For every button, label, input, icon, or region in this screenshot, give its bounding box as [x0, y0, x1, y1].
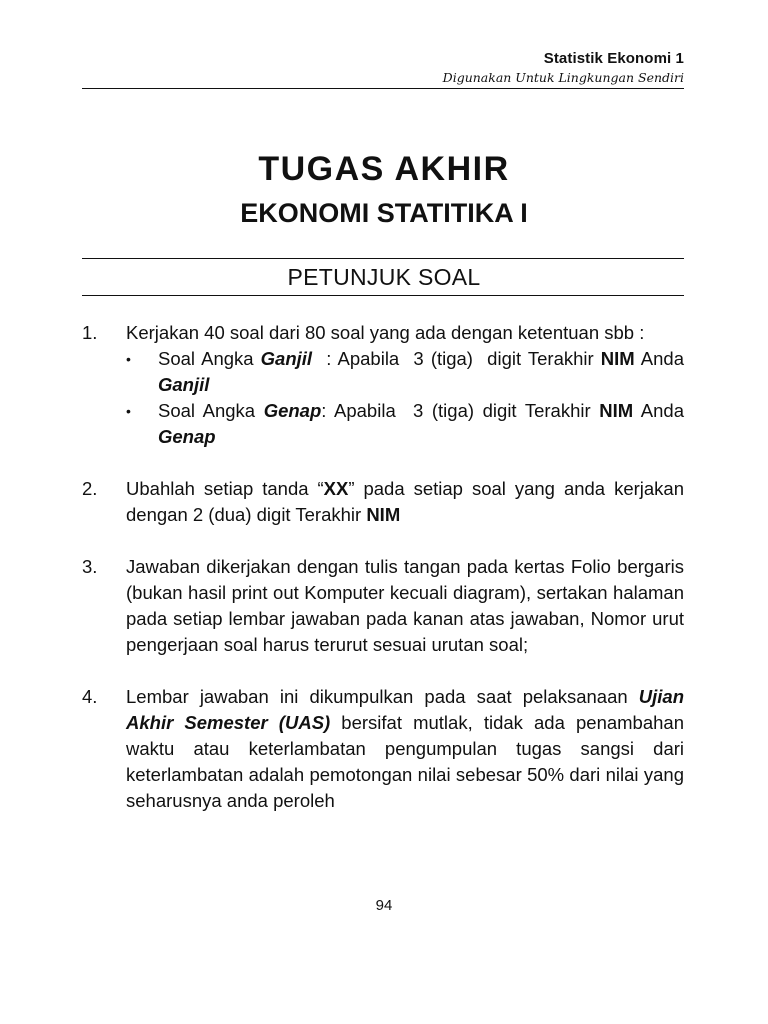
document-title: TUGAS AKHIR	[258, 150, 510, 188]
running-header	[443, 50, 684, 85]
header-divider	[82, 88, 684, 89]
item-number: 1.	[82, 322, 98, 343]
instruction-item-2	[82, 476, 684, 528]
item-number: 4.	[82, 686, 98, 707]
document-subtitle: EKONOMI STATITIKA I	[240, 198, 528, 228]
section-divider-bottom	[82, 295, 684, 296]
sub-list	[126, 346, 684, 450]
page-number: 94	[375, 897, 393, 914]
item-text: Kerjakan 40 soal dari 80 soal yang ada dengan ketentuan sbb :	[126, 322, 645, 343]
instruction-list	[82, 320, 684, 840]
item-text: Lembar jawaban ini dikumpulkan pada saat pelaksanaan Ujian Akhir Semester (UAS) bersifat mutlak, tidak ada penambahan waktu atau keterlambatan pengumpulan tugas sangsi dari keterlambatan adalah pemotongan nilai sebesar 50% dari nilai yang seharusnya anda peroleh	[126, 686, 684, 811]
header-subtitle: Digunakan Untuk Lingkungan Sendiri	[442, 70, 684, 85]
header-title: Statistik Ekonomi 1	[543, 50, 684, 67]
item-number: 2.	[82, 478, 98, 499]
instruction-item-3	[82, 554, 684, 658]
instruction-item-1	[82, 320, 684, 450]
item-number: 3.	[82, 556, 98, 577]
sub-item-genap: • Soal Angka Genap: Apabila 3 (tiga) digit Terakhir NIM Anda Genap	[126, 398, 684, 450]
bullet-icon: •	[126, 403, 131, 419]
section-heading: PETUNJUK SOAL	[287, 264, 481, 290]
instruction-item-4	[82, 684, 684, 814]
item-text: Jawaban dikerjakan dengan tulis tangan pada kertas Folio bergaris (bukan hasil print out Komputer kecuali diagram), sertakan halaman pada setiap lembar jawaban pada kanan atas jawaban, Nomor urut pengerjaan soal harus terurut sesuai urutan soal;	[126, 556, 684, 655]
section-divider-top	[82, 258, 684, 259]
item-text: Ubahlah setiap tanda “XX” pada setiap soal yang anda kerjakan dengan 2 (dua) digit Terakhir NIM	[126, 478, 684, 525]
bullet-icon: •	[126, 351, 131, 367]
sub-item-ganjil: • Soal Angka Ganjil : Apabila 3 (tiga) digit Terakhir NIM Anda Ganjil	[126, 346, 684, 398]
